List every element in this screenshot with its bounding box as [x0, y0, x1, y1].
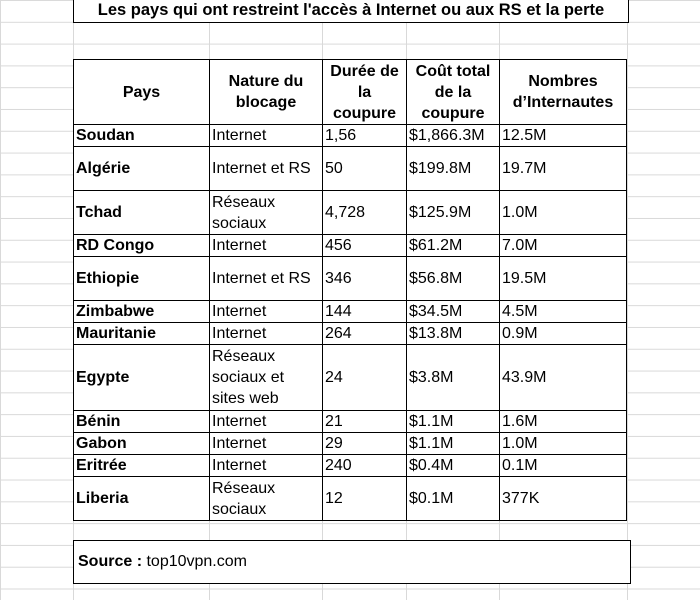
cell-nature[interactable]: Internet: [210, 301, 323, 323]
cell-duree[interactable]: 1,56: [323, 125, 407, 147]
table-row: [74, 257, 627, 301]
cell-duree[interactable]: 144: [323, 301, 407, 323]
header-nature[interactable]: Nature du blocage: [210, 60, 323, 125]
cell-duree[interactable]: 240: [323, 455, 407, 477]
cell-cout[interactable]: $3.8M: [407, 345, 500, 411]
cell-pays[interactable]: Gabon: [74, 433, 210, 455]
cell-pays[interactable]: Soudan: [74, 125, 210, 147]
cell-cout[interactable]: $56.8M: [407, 257, 500, 301]
cell-internautes[interactable]: 19.7M: [500, 147, 627, 191]
cell-duree[interactable]: 24: [323, 345, 407, 411]
cell-internautes[interactable]: 1.0M: [500, 191, 627, 235]
cell-cout[interactable]: $0.4M: [407, 455, 500, 477]
cell-pays[interactable]: Egypte: [74, 345, 210, 411]
header-duree[interactable]: Durée de la coupure: [323, 60, 407, 125]
table-row: [74, 411, 627, 433]
header-internautes[interactable]: Nombres d’Internautes: [500, 60, 627, 125]
cell-duree[interactable]: 12: [323, 477, 407, 521]
header-pays[interactable]: Pays: [74, 60, 210, 125]
cell-nature[interactable]: Internet et RS: [210, 257, 323, 301]
cell-pays[interactable]: Bénin: [74, 411, 210, 433]
table-row: [74, 477, 627, 521]
table-row: [74, 147, 627, 191]
table-row: [74, 301, 627, 323]
cell-duree[interactable]: 50: [323, 147, 407, 191]
cell-pays[interactable]: Tchad: [74, 191, 210, 235]
cell-internautes[interactable]: 0.9M: [500, 323, 627, 345]
cell-pays[interactable]: RD Congo: [74, 235, 210, 257]
cell-nature[interactable]: Réseaux sociaux: [210, 191, 323, 235]
cell-duree[interactable]: 21: [323, 411, 407, 433]
cell-internautes[interactable]: 377K: [500, 477, 627, 521]
cell-cout[interactable]: $199.8M: [407, 147, 500, 191]
cell-duree[interactable]: 29: [323, 433, 407, 455]
table-row: [74, 191, 627, 235]
cell-pays[interactable]: Zimbabwe: [74, 301, 210, 323]
table-row: [74, 455, 627, 477]
cell-nature[interactable]: Internet: [210, 455, 323, 477]
data-table: [73, 59, 627, 521]
cell-nature[interactable]: Réseaux sociaux et sites web: [210, 345, 323, 411]
source-value: top10vpn.com: [146, 553, 247, 570]
cell-cout[interactable]: $61.2M: [407, 235, 500, 257]
cell-duree[interactable]: 4,728: [323, 191, 407, 235]
cell-nature[interactable]: Internet: [210, 323, 323, 345]
cell-duree[interactable]: 456: [323, 235, 407, 257]
header-row: [74, 60, 627, 125]
table-body: [74, 125, 627, 521]
sheet-title[interactable]: Les pays qui ont restreint l'accès à Internet ou aux RS et la perte: [73, 0, 629, 23]
cell-cout[interactable]: $13.8M: [407, 323, 500, 345]
cell-nature[interactable]: Internet et RS: [210, 147, 323, 191]
table-row: [74, 125, 627, 147]
cell-nature[interactable]: Réseaux sociaux: [210, 477, 323, 521]
cell-internautes[interactable]: 43.9M: [500, 345, 627, 411]
cell-nature[interactable]: Internet: [210, 433, 323, 455]
header-cout[interactable]: Coût total de la coupure: [407, 60, 500, 125]
cell-cout[interactable]: $0.1M: [407, 477, 500, 521]
table-row: [74, 433, 627, 455]
cell-cout[interactable]: $1.1M: [407, 411, 500, 433]
cell-pays[interactable]: Liberia: [74, 477, 210, 521]
cell-internautes[interactable]: 0.1M: [500, 455, 627, 477]
cell-duree[interactable]: 346: [323, 257, 407, 301]
cell-internautes[interactable]: 4.5M: [500, 301, 627, 323]
cell-duree[interactable]: 264: [323, 323, 407, 345]
source-cell[interactable]: [73, 540, 631, 584]
cell-pays[interactable]: Mauritanie: [74, 323, 210, 345]
cell-pays[interactable]: Algérie: [74, 147, 210, 191]
cell-nature[interactable]: Internet: [210, 411, 323, 433]
cell-cout[interactable]: $1,866.3M: [407, 125, 500, 147]
table-row: [74, 345, 627, 411]
cell-nature[interactable]: Internet: [210, 125, 323, 147]
cell-cout[interactable]: $1.1M: [407, 433, 500, 455]
table-row: [74, 235, 627, 257]
cell-internautes[interactable]: 7.0M: [500, 235, 627, 257]
table-row: [74, 323, 627, 345]
cell-internautes[interactable]: 19.5M: [500, 257, 627, 301]
cell-internautes[interactable]: 1.6M: [500, 411, 627, 433]
cell-cout[interactable]: $125.9M: [407, 191, 500, 235]
cell-internautes[interactable]: 12.5M: [500, 125, 627, 147]
cell-internautes[interactable]: 1.0M: [500, 433, 627, 455]
source-label: Source :: [78, 553, 143, 570]
cell-pays[interactable]: Ethiopie: [74, 257, 210, 301]
cell-pays[interactable]: Eritrée: [74, 455, 210, 477]
cell-cout[interactable]: $34.5M: [407, 301, 500, 323]
cell-nature[interactable]: Internet: [210, 235, 323, 257]
